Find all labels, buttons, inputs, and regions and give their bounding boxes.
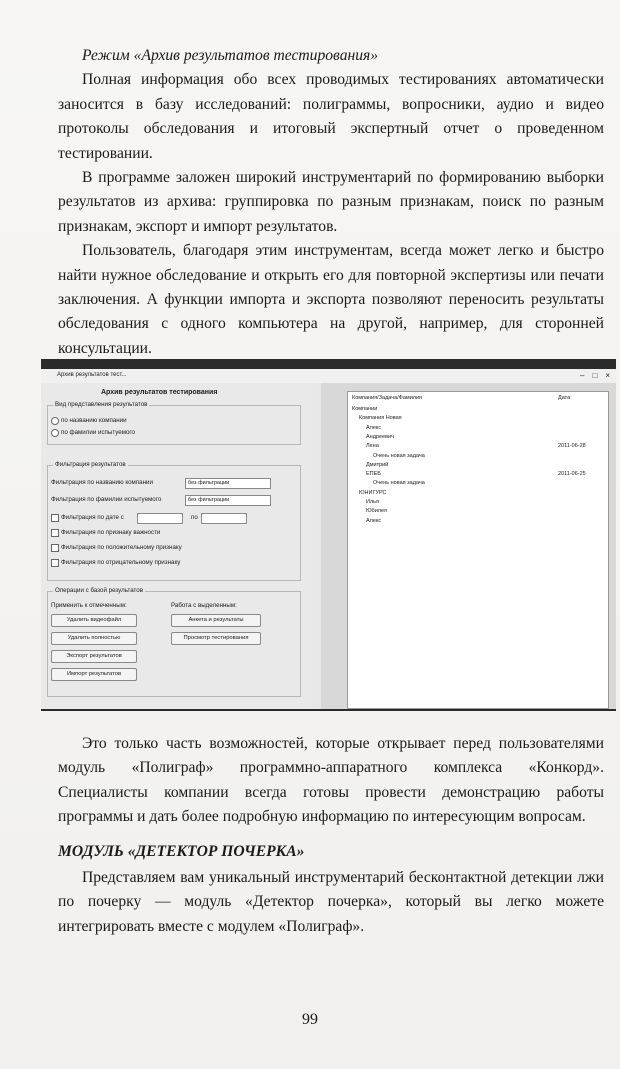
tree-row-label: ЕПЕБ bbox=[366, 471, 381, 478]
tree-row[interactable] bbox=[366, 434, 394, 440]
filter-surname-label: Фильтрация по фамилии испытуемого bbox=[51, 496, 162, 503]
tree-row-label: Компании bbox=[352, 406, 378, 412]
work-selected-label: Работа с выделенным: bbox=[171, 602, 237, 609]
filter-group-title: Фильтрация результатов bbox=[55, 461, 126, 468]
delete-full-button[interactable]: Удалить полностью bbox=[51, 632, 137, 645]
view-test-button[interactable]: Просмотр тестирования bbox=[171, 632, 261, 645]
window-controls bbox=[580, 371, 610, 380]
results-tree[interactable] bbox=[347, 391, 609, 709]
delete-video-button[interactable]: Удалить видеофайл bbox=[51, 614, 137, 627]
tree-row-label: Очень новая задача bbox=[373, 452, 425, 459]
section-heading-2: МОДУЛЬ «ДЕТЕКТОР ПОЧЕРКА» bbox=[58, 842, 305, 860]
tree-row[interactable] bbox=[366, 425, 381, 431]
tree-row[interactable] bbox=[366, 443, 379, 449]
body-text-top bbox=[58, 44, 604, 361]
filter-surname-value: без фильтрации bbox=[188, 497, 230, 503]
tree-row-label: Лена bbox=[366, 443, 379, 450]
tree-row[interactable] bbox=[366, 499, 379, 505]
tree-row[interactable] bbox=[366, 508, 387, 514]
tree-row-label: Илья bbox=[366, 499, 380, 505]
maximize-icon[interactable]: □ bbox=[592, 371, 598, 380]
filter-importance-checkbox[interactable] bbox=[51, 529, 59, 537]
filter-negative-label: Фильтрация по отрицательному признаку bbox=[61, 559, 181, 566]
radio-company[interactable] bbox=[51, 417, 59, 425]
window-title: Архив результатов тест... bbox=[57, 372, 127, 378]
tree-header-col1: Компания/Задача/Фамилия bbox=[352, 395, 423, 401]
filter-company-label: Фильтрация по названию компании bbox=[51, 479, 153, 486]
tree-row-label: Очень новая задача bbox=[373, 480, 425, 487]
tree-header-col2: Дата bbox=[558, 395, 571, 401]
paragraph: Полная информация обо всех проводимых тестированиях автоматически заносится в базу исследований: полиграммы, вопросники, аудио и видео протоколы обследования и итоговый экспертный отчет о проведенном тестировании. bbox=[58, 71, 604, 162]
archive-window bbox=[41, 369, 616, 709]
page-number: 99 bbox=[302, 1011, 318, 1028]
tree-row[interactable] bbox=[373, 480, 425, 486]
tree-row[interactable] bbox=[366, 462, 388, 468]
import-button[interactable]: Импорт результатов bbox=[51, 668, 137, 681]
paragraph: Представляем вам уникальный инструментарий бесконтактной детекции лжи по почерку — модуль «Детектор почерка», который вы легко можете интегрировать вместе с модулем «Полиграф». bbox=[58, 869, 604, 935]
panel-title: Архив результатов тестирования bbox=[101, 389, 218, 396]
filter-negative-checkbox[interactable] bbox=[51, 559, 59, 567]
section-heading: Режим «Архив результатов тестирования» bbox=[82, 47, 379, 64]
tree-row[interactable] bbox=[373, 453, 425, 459]
tree-row-label: Алекс bbox=[366, 517, 382, 524]
filter-date-label: Фильтрация по дате с bbox=[61, 514, 124, 521]
tree-row[interactable] bbox=[359, 490, 387, 496]
profile-results-button[interactable]: Анкета и результаты bbox=[171, 614, 261, 627]
date-to-field[interactable] bbox=[201, 513, 247, 524]
filter-importance-label: Фильтрация по признаку важности bbox=[61, 529, 161, 536]
export-button[interactable]: Экспорт результатов bbox=[51, 650, 137, 663]
radio-company-label: по названию компании bbox=[61, 417, 127, 424]
radio-surname[interactable] bbox=[51, 429, 59, 437]
tree-row-label: ЮНИГУРС bbox=[359, 489, 387, 496]
tree-row-date: 2011-06-25 bbox=[558, 471, 586, 478]
apply-marked-label: Применить к отмеченным: bbox=[51, 602, 127, 609]
filter-panel bbox=[41, 383, 311, 709]
filter-date-checkbox[interactable] bbox=[51, 514, 59, 522]
filter-surname-select[interactable] bbox=[185, 495, 271, 506]
tree-row-date: 2011-06-28 bbox=[558, 443, 586, 450]
archive-screenshot bbox=[41, 359, 616, 711]
tree-row[interactable] bbox=[359, 415, 402, 421]
close-icon[interactable]: × bbox=[605, 371, 610, 380]
filter-positive-label: Фильтрация по положительному признаку bbox=[61, 544, 182, 551]
date-from-field[interactable] bbox=[137, 513, 183, 524]
paragraph: Пользователь, благодаря этим инструментам, всегда может легко и быстро найти нужное обследование и открыть его для повторной экспертизы или печати заключения. А функции импорта и экспорта позволяют переносить результаты обследования с одного компьютера на другой, например, для сторонней консультации. bbox=[58, 242, 604, 357]
tree-row[interactable] bbox=[366, 471, 381, 477]
body-text-bottom bbox=[58, 732, 604, 939]
tree-row-label: Юбилея bbox=[366, 508, 388, 515]
tree-row-label: Алекс bbox=[366, 424, 382, 431]
view-group-title: Вид представления результатов bbox=[55, 401, 148, 408]
ops-group-title: Операции с базой результатов bbox=[55, 587, 144, 594]
results-pane bbox=[321, 383, 616, 709]
tree-row-label: Андреевич bbox=[366, 433, 394, 440]
filter-company-select[interactable] bbox=[185, 478, 271, 489]
paragraph: Это только часть возможностей, которые открывает перед пользователями модуль «Полиграф» программно-аппаратного комплекса «Конкорд». Специалисты компании всегда готовы провести демонстрацию работы программы и дать более подробную информацию по интересующим вопросам. bbox=[58, 735, 604, 826]
radio-surname-label: по фамилии испытуемого bbox=[61, 429, 135, 436]
date-to-label: по bbox=[191, 514, 198, 521]
paragraph: В программе заложен широкий инструментарий по формированию выборки результатов из архива: группировка по разным признакам, поиск по разным признакам, экспорт и импорт результатов. bbox=[58, 169, 604, 235]
filter-positive-checkbox[interactable] bbox=[51, 544, 59, 552]
view-group bbox=[47, 405, 301, 445]
minimize-icon[interactable]: – bbox=[580, 371, 585, 380]
tree-row[interactable] bbox=[366, 518, 381, 524]
tree-row[interactable] bbox=[352, 406, 377, 412]
window-titlebar bbox=[41, 369, 616, 383]
tree-row-label: Компания Новая bbox=[359, 415, 402, 422]
tree-row-label: Дмитрий bbox=[366, 461, 389, 468]
filter-company-value: без фильтрации bbox=[188, 480, 230, 486]
